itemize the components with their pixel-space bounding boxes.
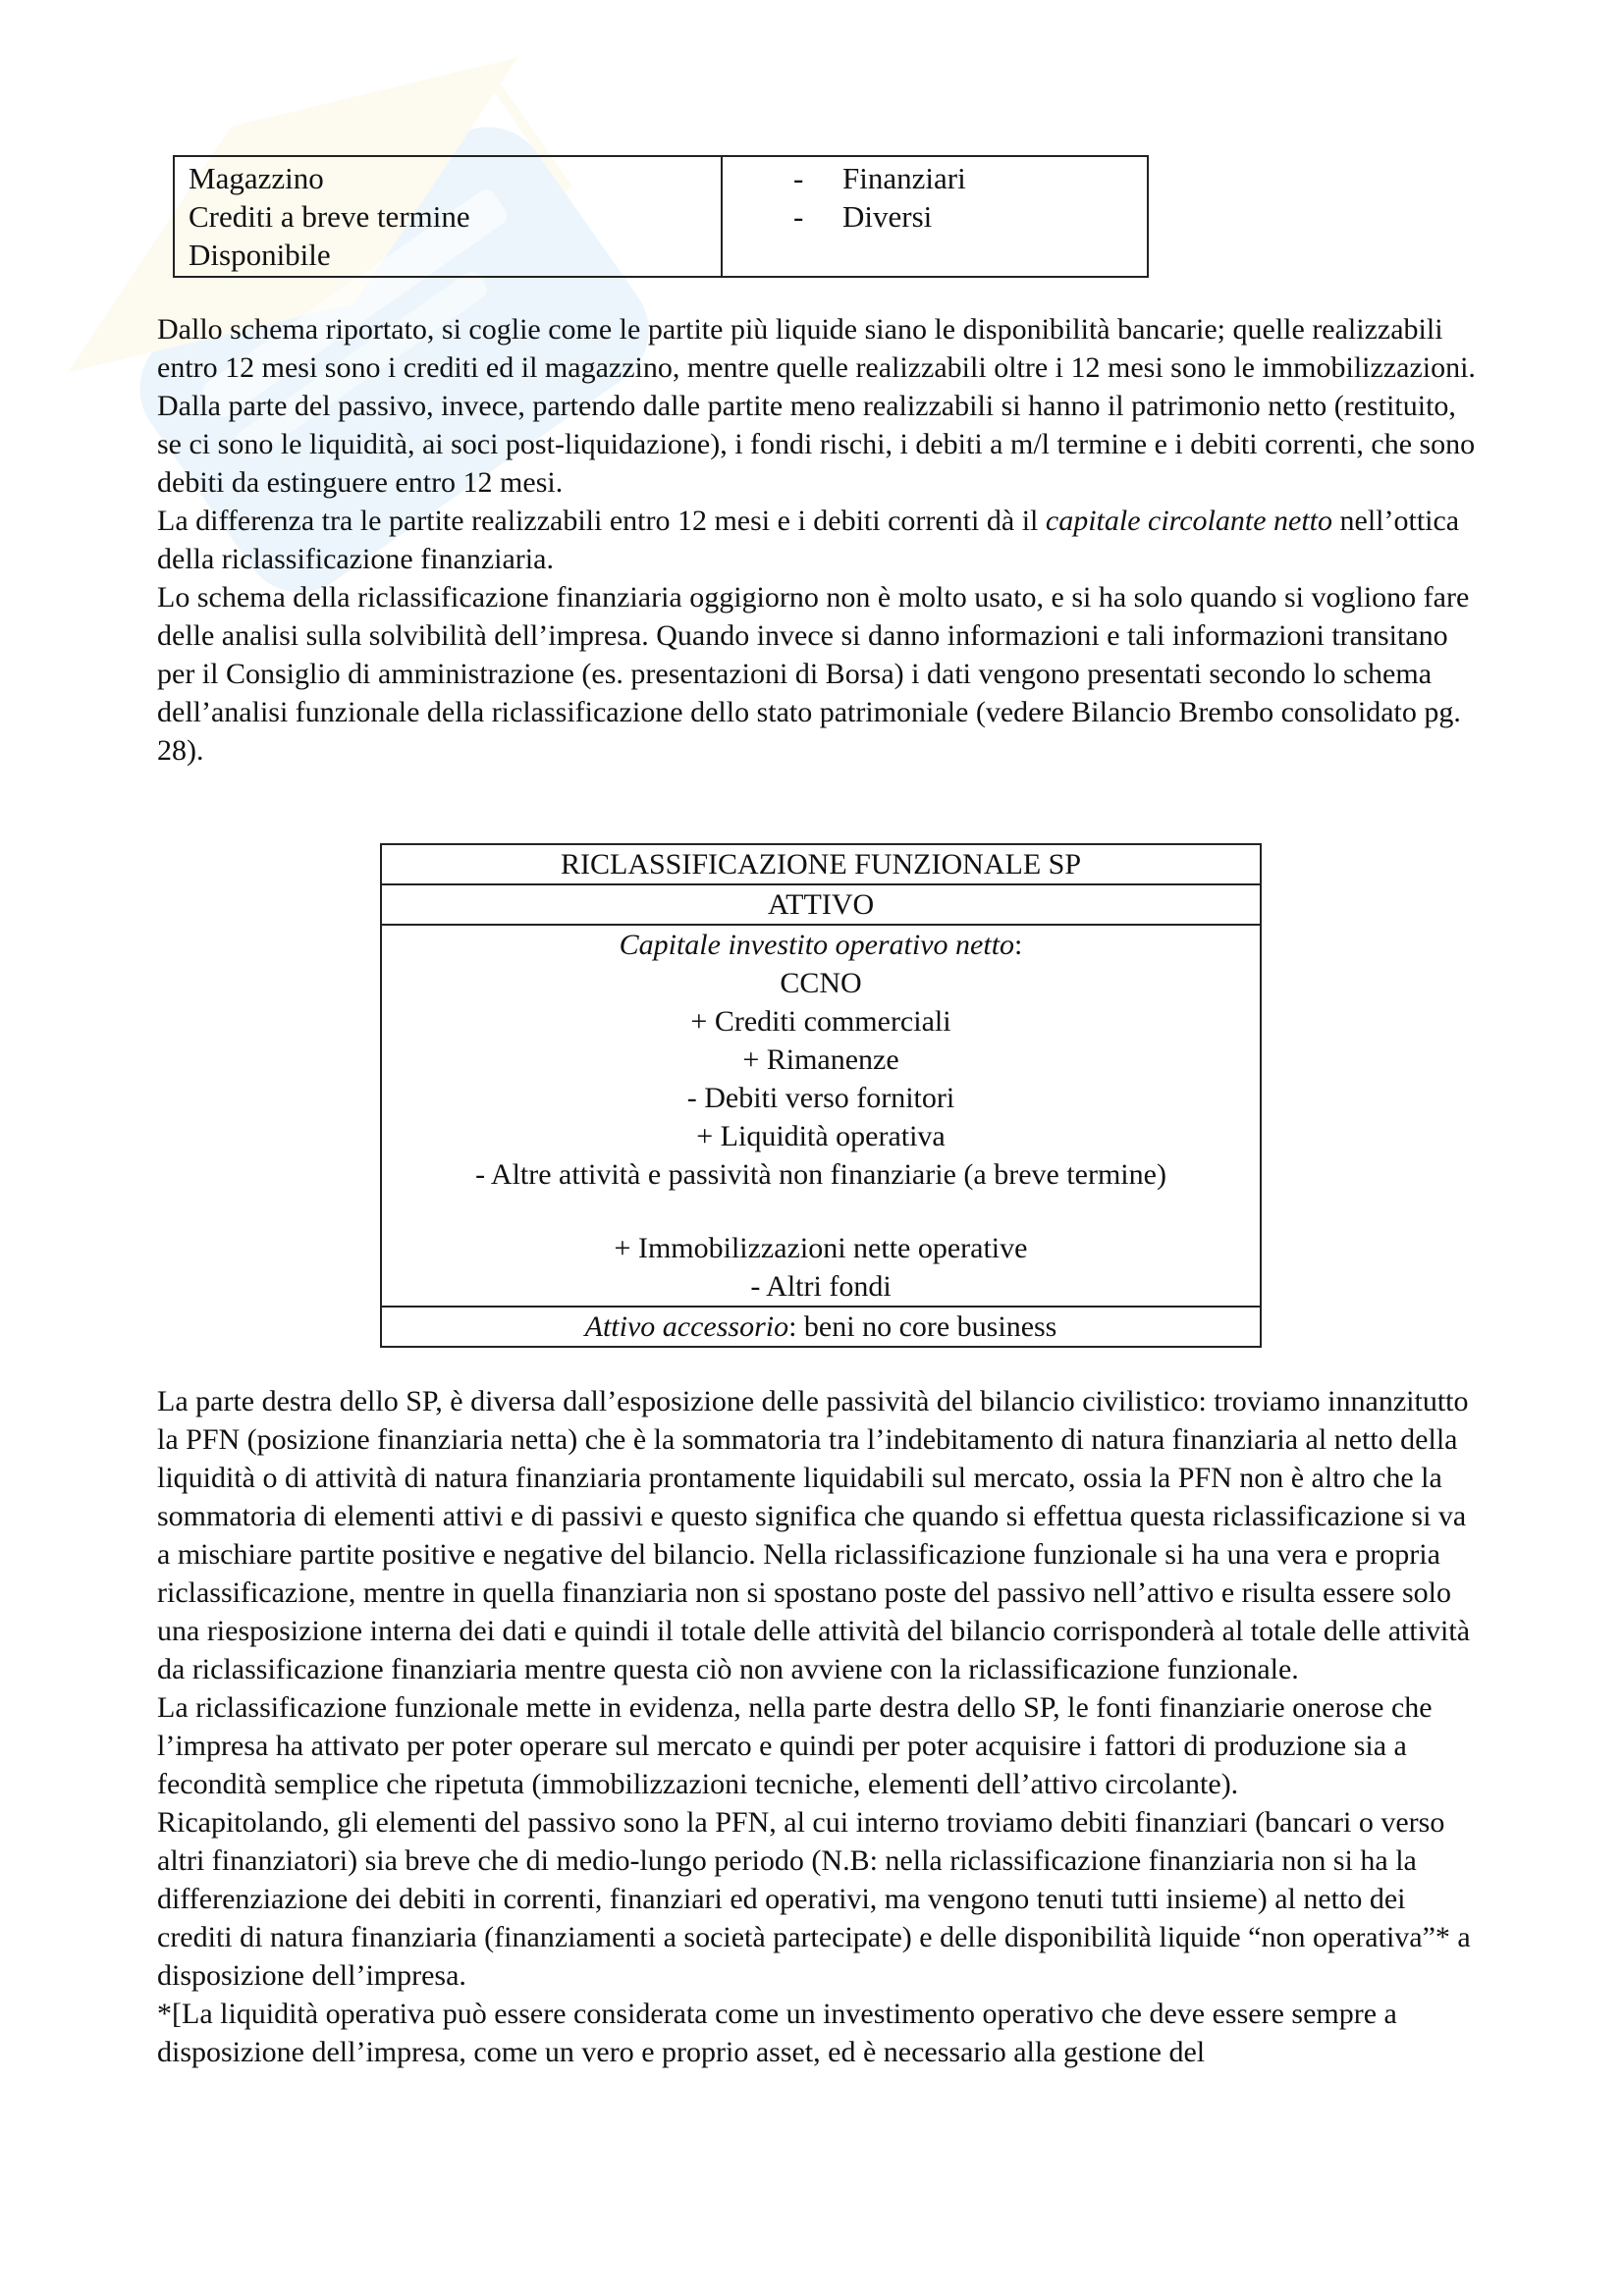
paragraph: Lo schema della riclassificazione finanziaria oggigiorno non è molto usato, e si ha solo quando si vogliono fare delle analisi sulla solvibilità dell’impresa. Quando invece si danno informazioni e tali informazioni transitano per il Consiglio di amministrazione (es. presentazioni di Borsa) i dati vengono presentati secondo lo schema dell’analisi funzionale della riclassificazione dello stato patrimoniale (vedere Bilancio Brembo consolidato pg. 28). — [157, 581, 1470, 767]
table-item: + Immobilizzazioni nette operative — [614, 1232, 1028, 1264]
attivo-accessorio-row: Attivo accessorio: beni no core business — [381, 1307, 1261, 1347]
assets-line: Disponibile — [189, 238, 331, 272]
assets-line: Magazzino — [189, 161, 324, 195]
table-section-header: ATTIVO — [381, 884, 1261, 925]
table-item: - Altre attività e passività non finanziarie (a breve termine) — [475, 1158, 1166, 1191]
liabilities-item: - Diversi — [793, 197, 1133, 236]
table-item: - Altri fondi — [750, 1270, 892, 1303]
assets-cell — [174, 156, 722, 277]
paragraph: Dalla parte del passivo, invece, partendo dalle partite meno realizzabili si hanno il patrimonio netto (restituito, se ci sono le liquidità, ai soci post-liquidazione), i fondi rischi, i debiti a m/l termine e i debiti correnti, che sono debiti da estinguere entro 12 mesi. — [157, 390, 1476, 499]
paragraph: Ricapitolando, gli elementi del passivo sono la PFN, al cui interno troviamo debiti finanziari (bancari o verso altri finanziatori) sia breve che di medio-lungo periodo (N.B: nella riclassificazione finanziaria non si ha la differenziazione dei debiti in correnti, finanziari ed operativi, ma vengono tenuti tutti insieme) al netto dei crediti di natura finanziaria (finanziamenti a società partecipate) e delle disponibilità liquide “non operativa”* a disposizione dell’impresa. — [157, 1806, 1471, 1992]
functional-reclassification-table — [380, 843, 1262, 1348]
table-item: CCNO — [780, 967, 862, 999]
body-text-lower — [157, 1382, 1478, 2071]
table-item: + Crediti commerciali — [690, 1005, 951, 1038]
capitale-investito-cell — [381, 925, 1261, 1307]
assets-line: Crediti a breve termine — [189, 199, 470, 234]
paragraph: *[La liquidità operativa può essere considerata come un investimento operativo che deve essere sempre a disposizione dell’impresa, come un vero e proprio asset, ed è necessario alla gestione del — [157, 1998, 1397, 2068]
liquidity-schema-table — [173, 155, 1149, 278]
paragraph: Dallo schema riportato, si coglie come le partite più liquide siano le disponibilità bancarie; quelle realizzabili entro 12 mesi sono i crediti ed il magazzino, mentre quelle realizzabili oltre i 12 mesi sono le immobilizzazioni. — [157, 313, 1476, 384]
paragraph: La parte destra dello SP, è diversa dall’esposizione delle passività del bilancio civilistico: troviamo innanzitutto la PFN (posizione finanziaria netta) che è la sommatoria tra l’indebitamento di natura finanziaria al netto della liquidità o di attività di natura finanziaria prontamente liquidabili sul mercato, ossia la PFN non è altro che la sommatoria di elementi attivi e di passivi e questo significa che quando si effettua questa riclassificazione si va a mischiare partite positive e negative del bilancio. Nella riclassificazione funzionale si ha una vera e propria riclassificazione, mentre in quella finanziaria non si spostano poste del passivo nell’attivo e risulta essere solo una riesposizione interna dei dati e quindi il totale delle attività del bilancio corrisponderà al totale delle attività da riclassificazione finanziaria mentre questa ciò non avviene con la riclassificazione funzionale. — [157, 1385, 1471, 1685]
liabilities-cell — [722, 156, 1148, 277]
body-text-upper — [157, 310, 1478, 770]
capitale-label-line: Capitale investito operativo netto: — [619, 929, 1023, 961]
table-item: - Debiti verso fornitori — [686, 1082, 955, 1114]
table-item: + Liquidità operativa — [696, 1120, 946, 1152]
paragraph-ccn: La differenza tra le partite realizzabili entro 12 mesi e i debiti correnti dà il capitale circolante netto nell’ottica della riclassificazione finanziaria. — [157, 505, 1460, 575]
ccn-term: capitale circolante netto — [1045, 505, 1333, 537]
table-item: + Rimanenze — [742, 1043, 899, 1076]
table-title: RICLASSIFICAZIONE FUNZIONALE SP — [381, 844, 1261, 884]
liabilities-item: - Finanziari — [793, 159, 1133, 197]
paragraph: La riclassificazione funzionale mette in evidenza, nella parte destra dello SP, le fonti finanziarie onerose che l’impresa ha attivato per poter operare sul mercato e quindi per poter acquisire i fattori di produzione sia a fecondità semplice che ripetuta (immobilizzazioni tecniche, elementi dell’attivo circolante). — [157, 1691, 1433, 1800]
